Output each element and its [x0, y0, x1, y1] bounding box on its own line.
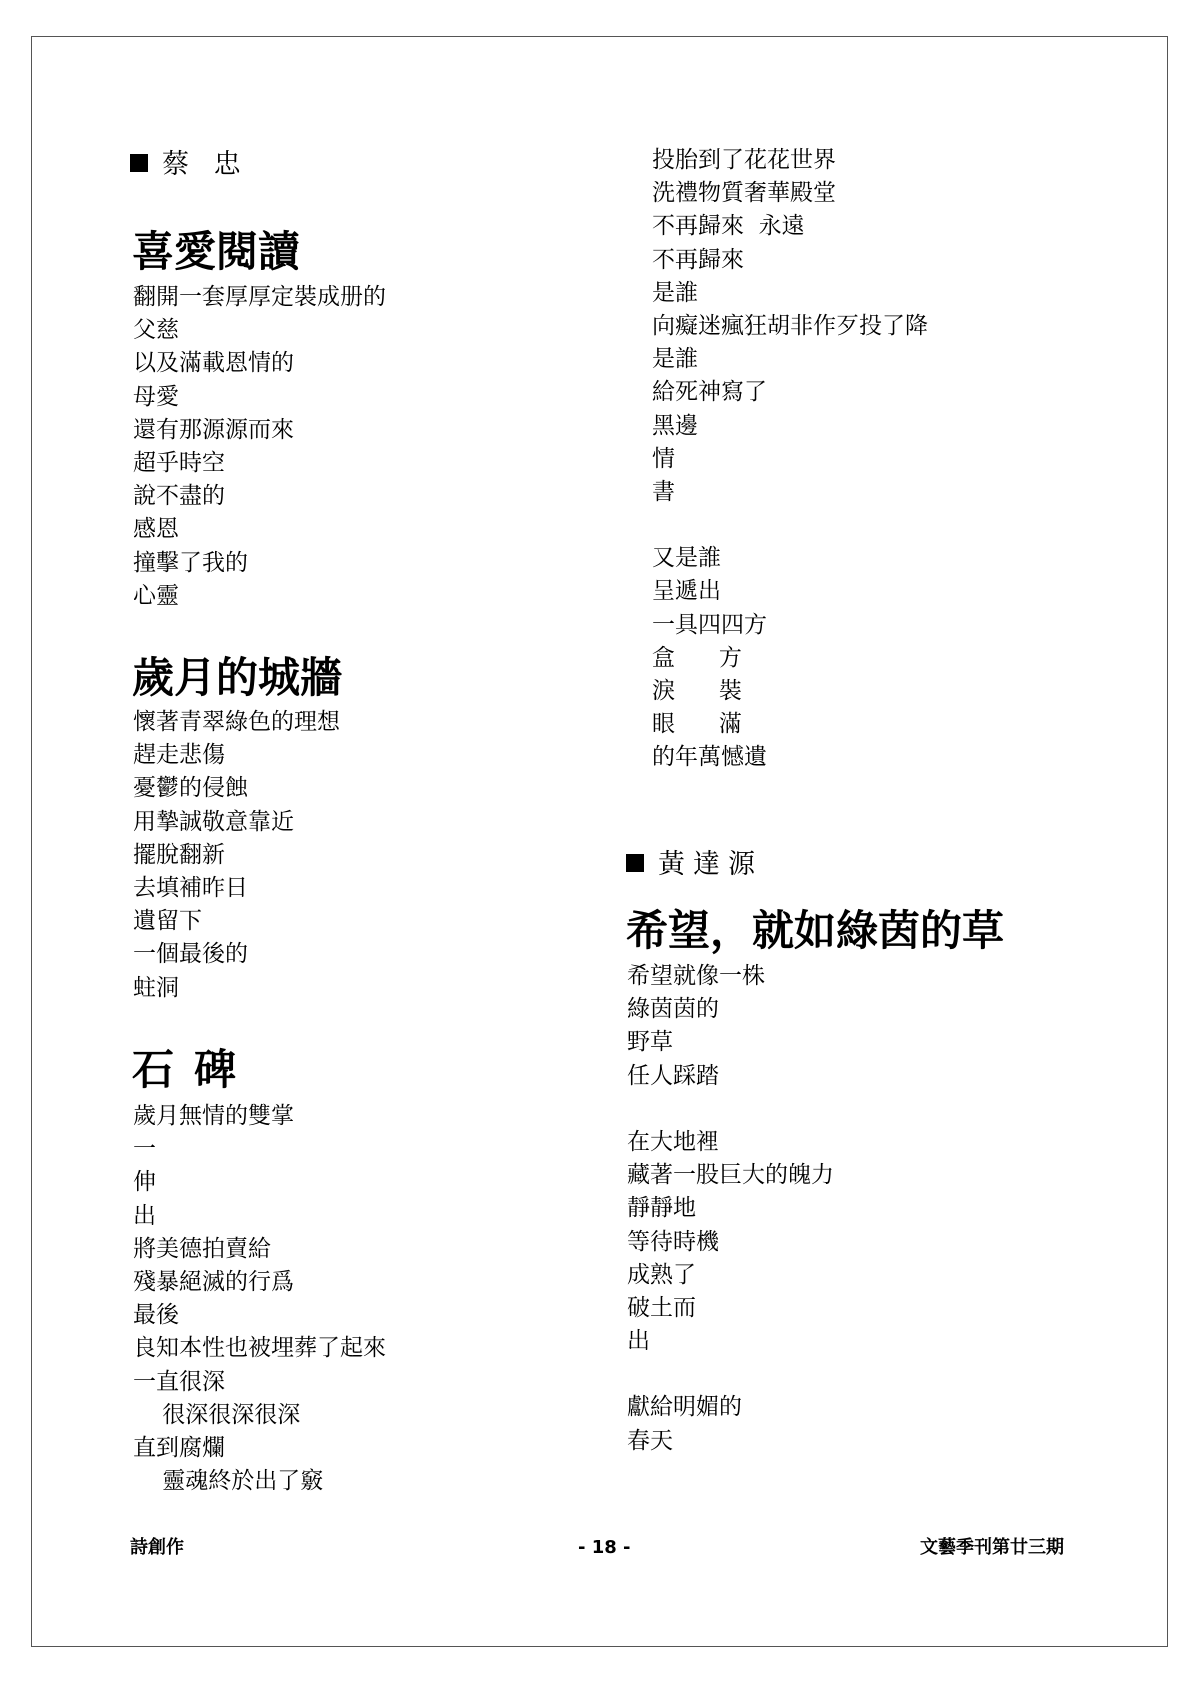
poem-line: 靜靜地	[627, 1195, 696, 1222]
poem-continuation	[652, 144, 928, 775]
poem-line: 將美德拍賣給	[133, 1235, 271, 1262]
poem-line: 不再歸來 永遠	[652, 213, 805, 240]
poem-line: 呈遞出	[652, 578, 721, 605]
poem-line: 眼 滿	[652, 711, 742, 738]
poem-line: 最後	[133, 1302, 179, 1329]
poem-line: 去填補昨日	[133, 874, 248, 901]
poem-line: 憂鬱的侵蝕	[133, 775, 248, 802]
poem-line: 以及滿載恩情的	[133, 350, 294, 377]
poem-line: 遺留下	[133, 908, 202, 935]
poem-line: 洗禮物質奢華殿堂	[652, 180, 836, 207]
poem-line: 心靈	[133, 582, 179, 609]
square-bullet-icon	[130, 154, 148, 172]
poem-line: 出	[627, 1328, 650, 1355]
poem-line: 趕走悲傷	[133, 742, 225, 769]
poem-line: 懷著青翠綠色的理想	[133, 709, 340, 735]
poem-line: 投胎到了花花世界	[652, 147, 836, 173]
poem-line: 蛀洞	[133, 974, 179, 1001]
poem-line: 向癡迷瘋狂胡非作歹投了降	[652, 312, 928, 339]
poem-line: 是誰	[652, 279, 698, 306]
footer-section: 詩創作	[130, 1537, 184, 1558]
poem-body-3	[133, 1100, 386, 1498]
poem-body-2	[133, 706, 340, 1005]
poem-line	[627, 1358, 834, 1391]
author-cai-zhong	[130, 148, 249, 182]
poem-line	[652, 509, 928, 542]
poem-line: 書	[652, 478, 675, 505]
poem-line: 盒 方	[652, 644, 742, 671]
poem-line: 很深很深很深	[133, 1401, 301, 1428]
footer-publication: 文藝季刊第廿三期	[920, 1537, 1064, 1558]
footer-page-number: - 18 -	[578, 1537, 631, 1558]
poem-line: 一直很深	[133, 1368, 225, 1395]
poem-line: 野草	[627, 1029, 673, 1056]
poem-line: 獻給明媚的	[627, 1394, 742, 1421]
poem-title-3: 石碑	[132, 1045, 257, 1094]
poem-line: 超乎時空	[133, 449, 225, 476]
poem-line: 伸	[133, 1169, 156, 1196]
poem-line: 給死神寫了	[652, 379, 767, 406]
poem-body-4	[627, 960, 834, 1458]
poem-line: 在大地裡	[627, 1128, 719, 1155]
poem-line: 還有那源源而來	[133, 416, 294, 443]
poem-line: 一個最後的	[133, 941, 248, 968]
poem-line: 春天	[627, 1427, 673, 1454]
poem-line: 任人踩踏	[627, 1062, 719, 1089]
author-huang-da-yuan	[626, 848, 763, 882]
poem-line: 一	[133, 1136, 156, 1163]
poem-line: 不再歸來	[652, 246, 744, 273]
poem-line: 又是誰	[652, 545, 721, 572]
poem-line: 的年萬憾遺	[652, 744, 767, 771]
poem-line: 撞擊了我的	[133, 549, 248, 576]
author-name: 黃達源	[658, 849, 763, 880]
poem-line: 說不盡的	[133, 483, 225, 510]
poem-line: 綠茵茵的	[627, 996, 719, 1023]
poem-line: 殘暴絕滅的行爲	[133, 1268, 294, 1295]
poem-line: 直到腐爛	[133, 1434, 225, 1461]
poem-line: 一具四四方	[652, 611, 767, 638]
poem-line	[627, 1093, 834, 1126]
poem-line: 淚 裝	[652, 678, 742, 704]
poem-line: 靈魂終於出了竅	[133, 1468, 324, 1495]
poem-line: 希望就像一株	[627, 963, 765, 989]
poem-body-1	[133, 281, 386, 613]
poem-line: 母愛	[133, 383, 179, 410]
poem-line: 歲月無情的雙掌	[133, 1103, 294, 1129]
poem-line: 情	[652, 445, 675, 472]
author-name: 蔡 忠	[162, 149, 249, 180]
poem-title-4: 希望，就如綠茵的草	[626, 906, 1005, 955]
poem-line: 黑邊	[652, 412, 698, 439]
poem-line: 是誰	[652, 346, 698, 373]
poem-line: 良知本性也被埋葬了起來	[133, 1335, 386, 1362]
poem-line: 成熟了	[627, 1261, 696, 1288]
poem-line: 父慈	[133, 317, 179, 344]
poem-line: 感恩	[133, 516, 179, 543]
poem-line: 等待時機	[627, 1228, 719, 1255]
poem-line: 藏著一股巨大的魄力	[627, 1162, 834, 1189]
poem-line: 破土而	[627, 1294, 696, 1321]
poem-line: 翻開一套厚厚定裝成册的	[133, 284, 386, 310]
poem-line: 出	[133, 1202, 156, 1229]
poem-title-2: 歲月的城牆	[132, 653, 343, 702]
poem-line: 擺脫翻新	[133, 841, 225, 868]
square-bullet-icon	[626, 854, 644, 872]
poem-line: 用摯誠敬意靠近	[133, 808, 294, 835]
poem-title-1: 喜愛閱讀	[132, 227, 301, 276]
